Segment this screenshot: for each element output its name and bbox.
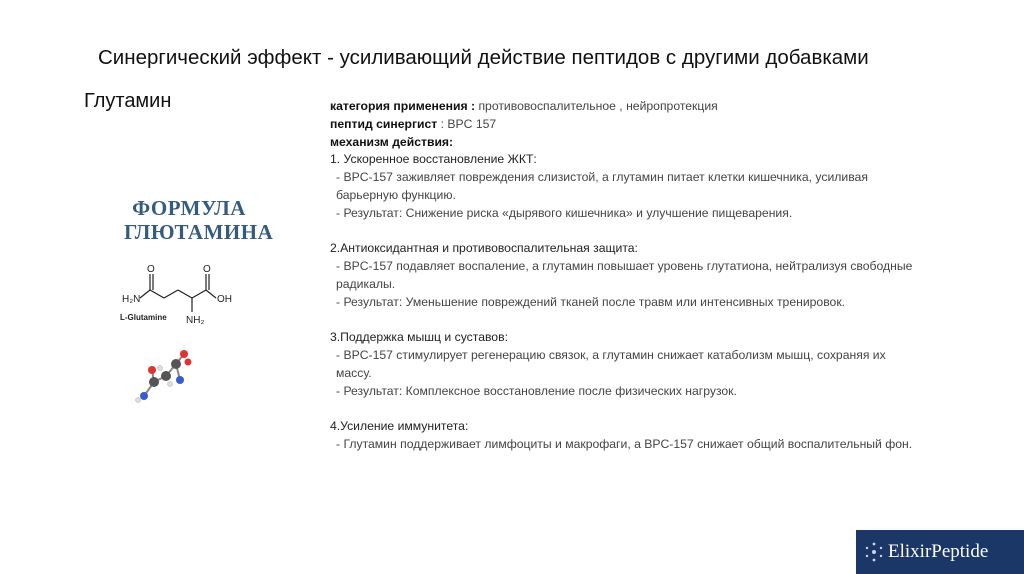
section-4-line-1: - Глутамин поддерживает лимфоциты и макрофаги, а BPC-157 снижает общий воспалительный фон. — [336, 437, 913, 452]
section-3-line-3: - Результат: Комплексное восстановление после физических нагрузок. — [336, 383, 737, 398]
section-1-line-2: барьерную функцию. — [336, 187, 456, 202]
slide-title: Синергический эффект - усиливающий действие пептидов с другими добавками — [98, 46, 869, 69]
section-3-title: 3.Поддержка мышц и суставов: — [330, 330, 508, 345]
label-h2n: H₂N — [122, 294, 141, 305]
label-o1: O — [147, 264, 155, 275]
section-1-title: 1. Ускоренное восстановление ЖКТ: — [330, 152, 537, 167]
section-2-line-2: радикалы. — [336, 276, 396, 291]
synergist-label: пептид синергист — [330, 116, 438, 131]
formula-title — [124, 196, 274, 244]
synergist-line — [330, 116, 1000, 134]
section-2-line-3: - Результат: Уменьшение повреждений тканей после травм или интенсивных тренировок. — [336, 294, 846, 309]
synergist-value: : BPC 157 — [437, 116, 497, 131]
molecule-ball-model — [130, 338, 200, 408]
mechanism-label: механизм действия: — [330, 134, 454, 149]
section-3-line-2: массу. — [336, 365, 372, 380]
section-1-line-3: - Результат: Снижение риска «дырявого кишечника» и улучшение пищеварения. — [336, 205, 793, 220]
label-oh: OH — [217, 294, 232, 305]
structural-formula — [120, 262, 240, 328]
label-l-glutamine: L-Glutamine — [120, 313, 167, 322]
label-nh2: NH₂ — [186, 315, 205, 326]
info-block — [330, 98, 1000, 454]
section-4-title: 4.Усиление иммунитета: — [330, 419, 469, 434]
formula-title-line2: ГЛЮТАМИНА — [124, 220, 274, 244]
label-o2: O — [203, 264, 211, 275]
category-line — [330, 98, 1000, 116]
section-1-line-1: - BPC-157 заживляет повреждения слизистой, а глутамин питает клетки кишечника, усиливая — [336, 170, 868, 185]
section-2-title: 2.Антиоксидантная и противовоспалительная защита: — [330, 241, 638, 256]
subject-heading: Глутамин — [84, 90, 172, 112]
category-label: категория применения : — [330, 99, 476, 113]
brand-logo-text: ElixirPeptide — [888, 541, 989, 562]
section-3-line-1: - BPC-157 стимулирует регенерацию связок, а глутамин снижает катаболизм мышц, сохраняя их — [336, 348, 886, 363]
category-value: противовоспалительное , нейропротекция — [475, 99, 718, 113]
section-2-line-1: - BPC-157 подавляет воспаление, а глутамин повышает уровень глутатиона, нейтрализуя свободные — [336, 259, 913, 274]
formula-title-line1: ФОРМУЛА — [132, 196, 246, 220]
sparkle-icon — [863, 540, 885, 564]
